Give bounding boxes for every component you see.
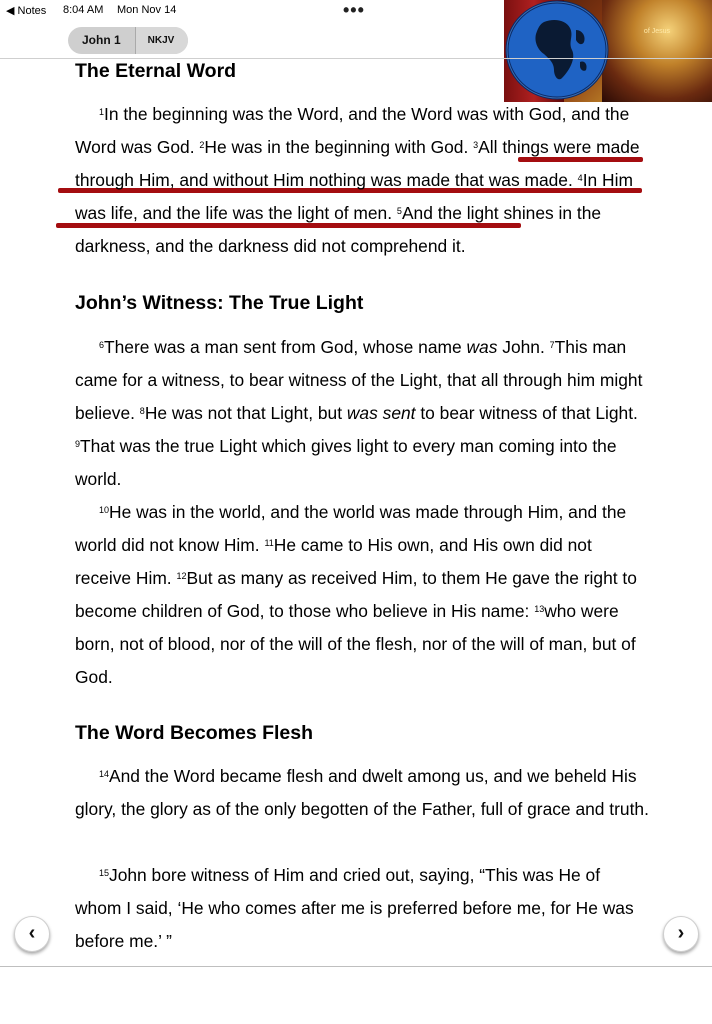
paragraph xyxy=(75,496,650,694)
paragraph xyxy=(75,760,650,826)
chevron-right-icon: › xyxy=(677,922,685,944)
artwork-caption: of Jesus xyxy=(643,28,670,35)
status-time: 8:04 AM xyxy=(63,4,104,16)
status-date: Mon Nov 14 xyxy=(117,4,177,16)
verse-number[interactable]: 14 xyxy=(99,769,110,779)
verse-text[interactable]: He was in the world, and the world was made through Him, and the world did not know Him. xyxy=(75,502,627,555)
previous-chapter-button[interactable] xyxy=(14,916,50,952)
verse-text[interactable]: But as many as received Him, to them He gave the right to become children of God, to those who believe in His name: xyxy=(75,568,637,621)
section-heading: The Eternal Word xyxy=(75,60,237,82)
verse-text[interactable]: In Him was life, and the life was the light of men. xyxy=(75,170,633,223)
verse-text[interactable]: He was not that Light, but was sent to bear witness of that Light. xyxy=(144,403,638,423)
chevron-left-icon: ‹ xyxy=(28,922,36,944)
verse-text[interactable]: That was the true Light which gives light to every man coming into the world. xyxy=(75,436,617,489)
section-heading: John’s Witness: The True Light xyxy=(75,292,364,314)
verse-number[interactable]: 10 xyxy=(99,505,110,515)
verse-number[interactable]: 15 xyxy=(99,868,110,878)
verse-number[interactable]: 12 xyxy=(176,571,187,581)
verse-text[interactable]: And the Word became flesh and dwelt among us, and we beheld His glory, the glory as of the only begotten of the Father, full of grace and truth. xyxy=(75,766,649,819)
verse-text[interactable]: There was a man sent from God, whose name was John. xyxy=(104,337,545,357)
verse-number[interactable]: 3 xyxy=(473,140,479,150)
verse-number[interactable]: 2 xyxy=(199,140,205,150)
verse-number[interactable]: 11 xyxy=(264,538,274,548)
verse-text[interactable]: All things were made through Him, and without Him nothing was made that was made. xyxy=(75,137,640,190)
verse-number[interactable]: 4 xyxy=(577,173,583,183)
paragraph xyxy=(75,859,650,958)
section-heading: The Word Becomes Flesh xyxy=(75,722,314,744)
verse-text[interactable]: In the beginning was the Word, and the Word was with God, and the Word was God. xyxy=(75,104,630,157)
verse-text[interactable]: He came to His own, and His own did not receive Him. xyxy=(75,535,592,588)
book-chapter-tab[interactable]: John 1 xyxy=(82,33,121,47)
verse-number[interactable]: 9 xyxy=(75,439,81,449)
back-to-notes-link[interactable]: ◀ Notes xyxy=(6,5,47,17)
verse-number[interactable]: 5 xyxy=(396,206,402,216)
verse-number[interactable]: 1 xyxy=(99,107,105,117)
verse-number[interactable]: 13 xyxy=(534,604,545,614)
top-divider xyxy=(0,58,712,59)
verse-text[interactable]: who were born, not of blood, nor of the will of the flesh, nor of the will of man, but of God. xyxy=(75,601,636,687)
verse-number[interactable]: 6 xyxy=(99,340,105,350)
bottom-divider xyxy=(0,966,712,967)
version-tab[interactable]: NKJV xyxy=(135,27,189,54)
verse-text[interactable]: He was in the beginning with God. xyxy=(204,137,469,157)
paragraph xyxy=(75,331,650,496)
paragraph xyxy=(75,98,650,263)
passage-selector xyxy=(68,27,188,54)
next-chapter-button[interactable] xyxy=(663,916,699,952)
multitasking-dots-icon[interactable]: ••• xyxy=(343,0,365,20)
verse-number[interactable]: 7 xyxy=(549,340,555,350)
verse-text[interactable]: And the light shines in the darkness, and the darkness did not comprehend it. xyxy=(75,203,602,256)
verse-number[interactable]: 8 xyxy=(139,406,145,416)
verse-text[interactable]: John bore witness of Him and cried out, saying, “This was He of whom I said, ‘He who comes after me is preferred before me, for He was before me.’ ” xyxy=(75,865,634,951)
painting-art xyxy=(602,0,712,102)
verse-text[interactable]: This man came for a witness, to bear witness of the Light, that all through him might believe. xyxy=(75,337,643,423)
globe-icon[interactable] xyxy=(504,0,610,100)
